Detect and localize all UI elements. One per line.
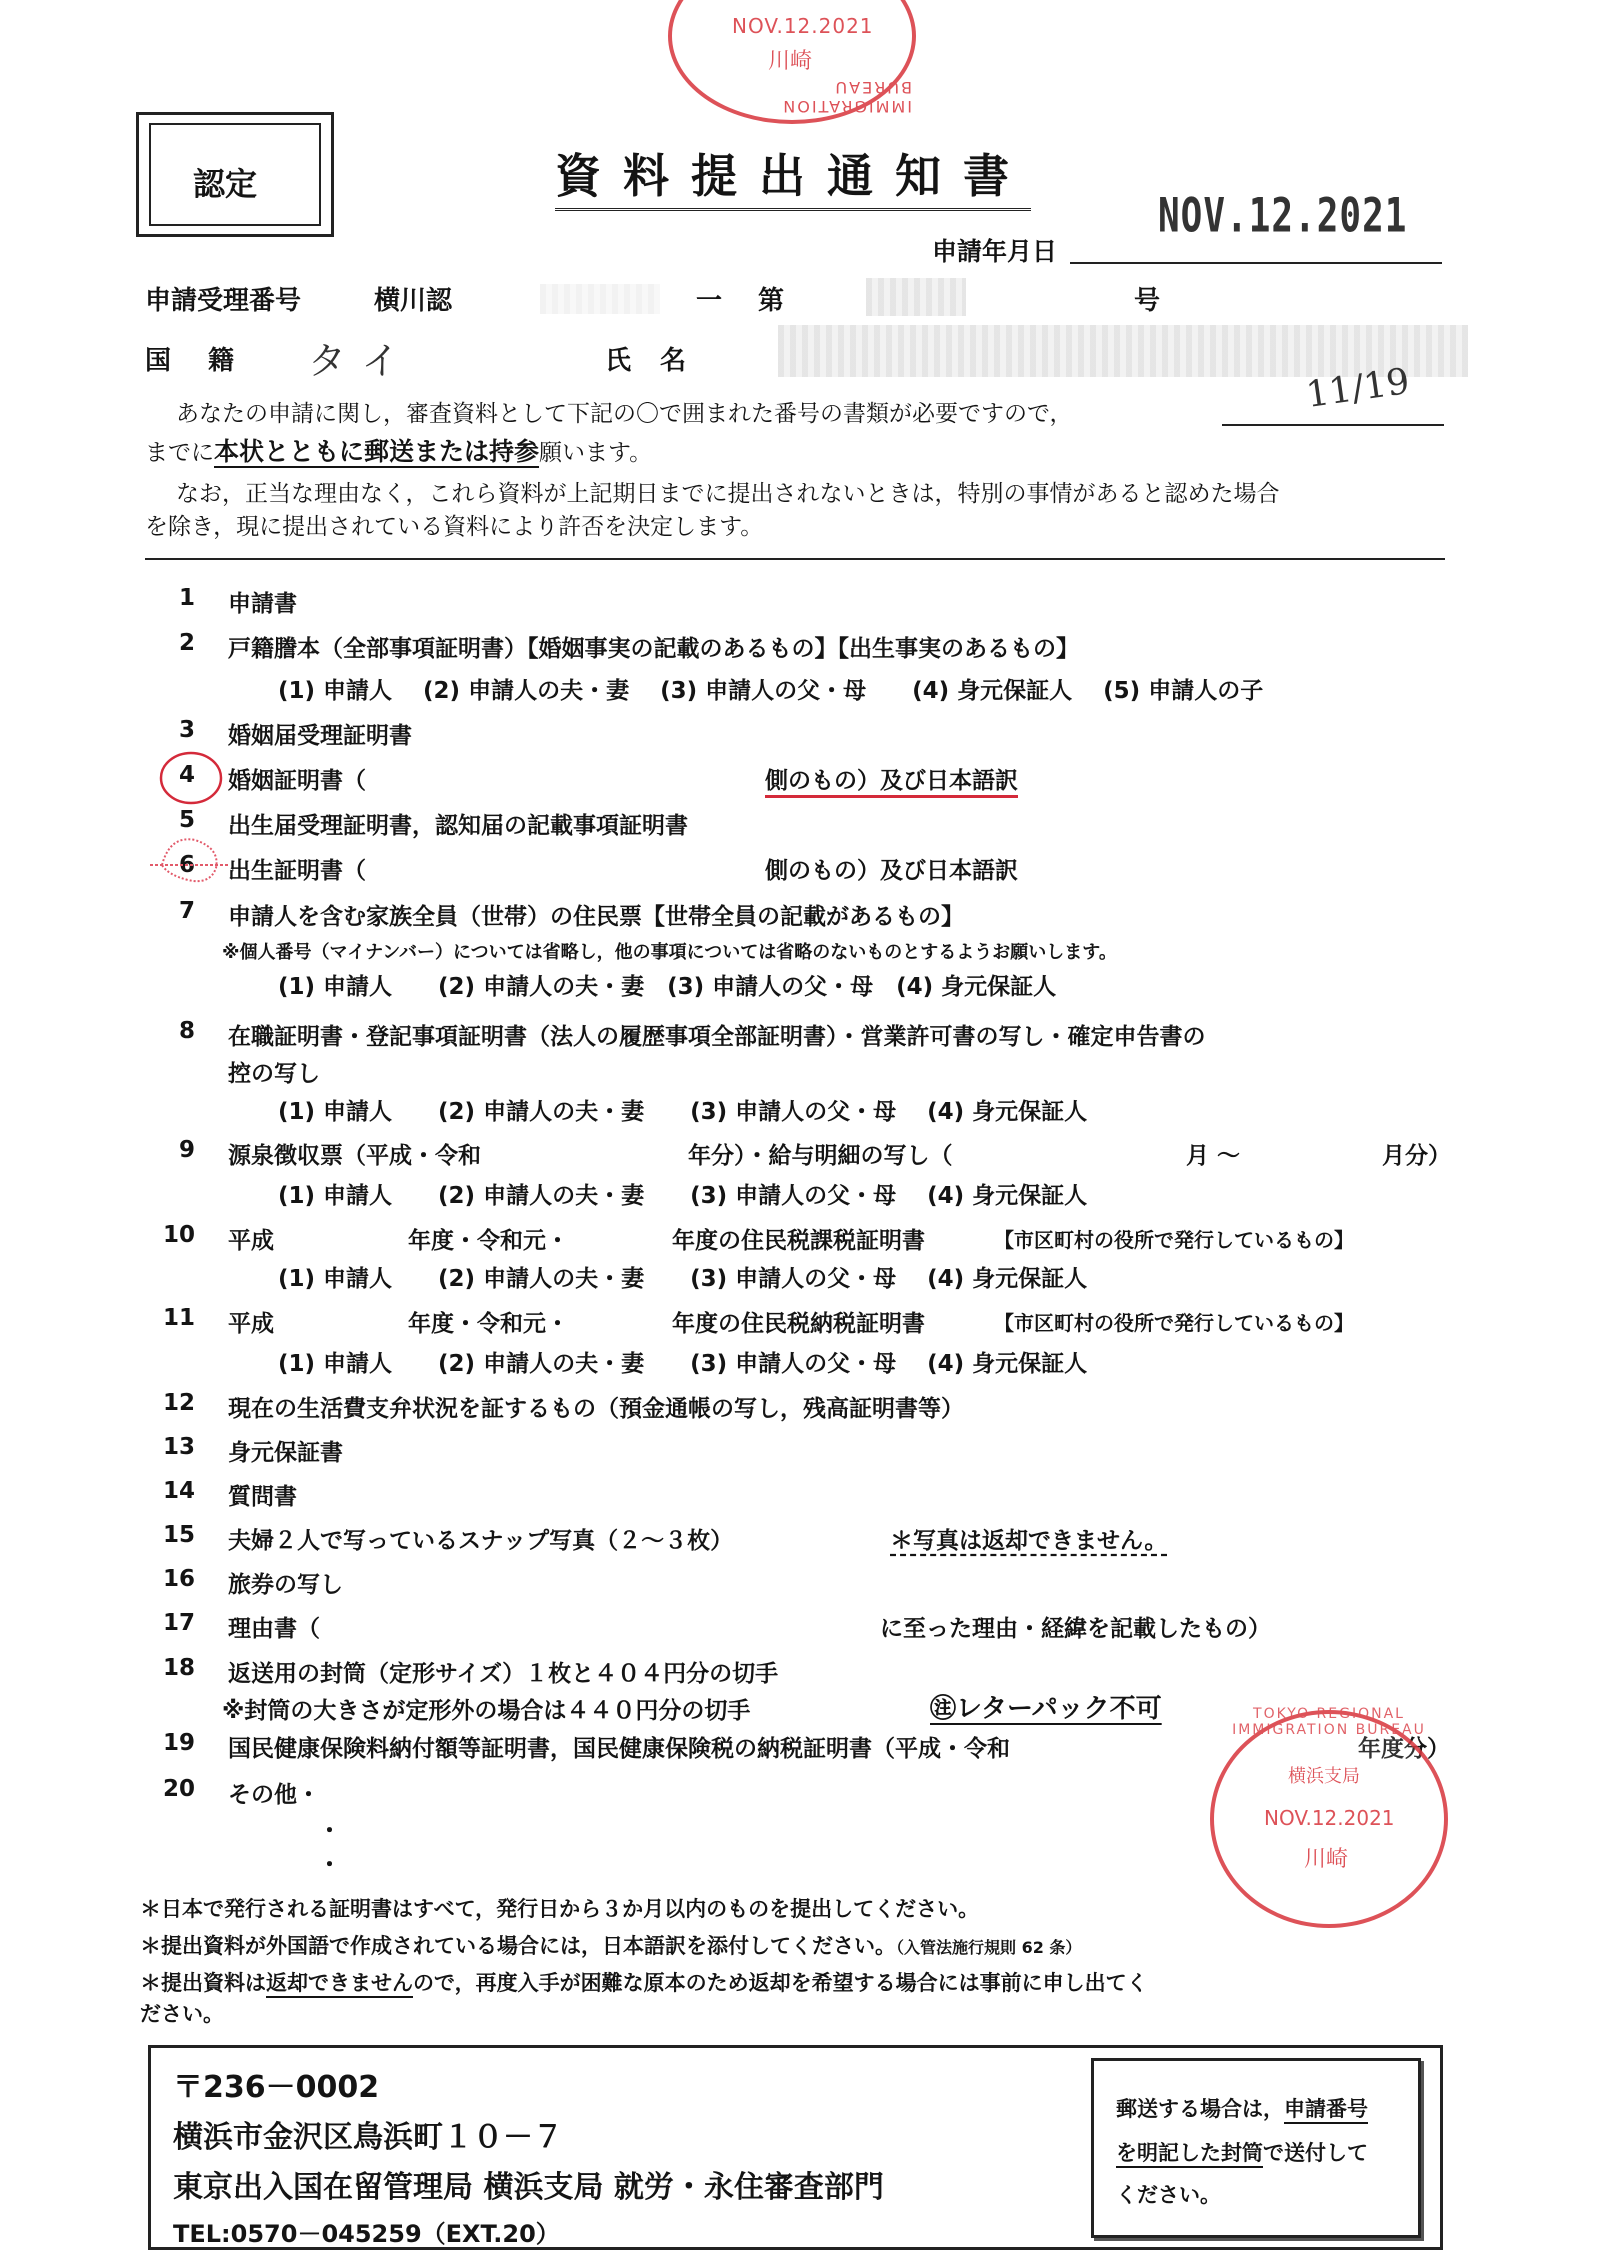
item-text: 在職証明書・登記事項証明書（法人の履歴事項全部証明書）・営業許可書の写し・確定申告書の xyxy=(228,1024,1206,1050)
red-marks xyxy=(150,740,260,890)
postal-code: 〒236－0002 xyxy=(173,2070,380,2105)
item-sub-options: (1) 申請人 (2) 申請人の夫・妻 (3) 申請人の父・母 (4) 身元保証人 xyxy=(278,1266,1088,1292)
item-text: 夫婦２人で写っているスナップ写真（２～３枚） xyxy=(228,1528,734,1554)
item-text-note: 【市区町村の役所で発行しているもの】 xyxy=(994,1311,1354,1335)
item-sub-options: (1) 申請人 (2) 申請人の夫・妻 (3) 申請人の父・母 (4) 身元保証人 xyxy=(278,1183,1088,1209)
item-number: 2 xyxy=(178,630,195,656)
receipt-dash: 一 xyxy=(696,286,723,316)
item-number: 9 xyxy=(178,1137,195,1163)
item-text: 出生届受理証明書，認知届の記載事項証明書 xyxy=(228,813,688,839)
item-text: 婚姻証明書（ xyxy=(228,768,366,794)
bottom-stamp-date: NOV.12.2021 xyxy=(1264,1806,1395,1830)
page-title: 資料提出通知書 xyxy=(555,140,1031,211)
item-number: 16 xyxy=(162,1566,195,1592)
bottom-stamp-bureau: TOKYO REGIONAL IMMIGRATION BUREAU xyxy=(1232,1706,1426,1738)
item-number: 1 xyxy=(178,585,195,611)
circle-mark-6 xyxy=(162,839,217,881)
mail-note-post: で送付して xyxy=(1263,2141,1368,2165)
receipt-go: 号 xyxy=(1134,286,1161,316)
receipt-number-label: 申請受理番号 xyxy=(145,286,302,316)
intro-line-2-emphasis: 本状とともに郵送または持参 xyxy=(214,437,540,466)
intro-line-3: なお，正当な理由なく，これら資料が上記期日までに提出されないときは，特別の事情があると認めた場合 xyxy=(176,481,1280,507)
footnote-3-line-2: ださい。 xyxy=(140,2002,224,2026)
top-stamp xyxy=(668,0,916,124)
item-number: 4 xyxy=(178,762,195,788)
item-number: 14 xyxy=(162,1478,195,1504)
mail-note-pre: 郵送する場合は， xyxy=(1116,2097,1284,2121)
item-number: 15 xyxy=(162,1522,195,1548)
item-number: 18 xyxy=(162,1655,195,1681)
item-text: 質問書 xyxy=(228,1484,297,1510)
item-text-note: 【市区町村の役所で発行しているもの】 xyxy=(994,1228,1354,1252)
item-text-suffix: 年度分） xyxy=(1358,1736,1450,1762)
item-text: 身元保証書 xyxy=(228,1440,343,1466)
nationality-value: タイ xyxy=(308,339,416,383)
item-number: 17 xyxy=(162,1610,195,1636)
item-text-heisei: 平成 xyxy=(228,1228,274,1254)
item-text: 戸籍謄本（全部事項証明書）【婚姻事実の記載のあるもの】【出生事実のあるもの】 xyxy=(228,636,1079,662)
item-bullet: ・ xyxy=(318,1818,341,1844)
item-note: ※封筒の大きさが定形外の場合は４４０円分の切手 xyxy=(222,1698,751,1724)
item-sub-options: (1) 申請人 (2) 申請人の夫・妻 (3) 申請人の父・母 (4) 身元保証人 xyxy=(278,974,1057,1000)
item-number: 12 xyxy=(162,1390,195,1416)
receipt-office: 横川認 xyxy=(374,286,453,316)
doc-type-box xyxy=(136,112,334,237)
footnote-2-ref: （入管法施行規則 62 条） xyxy=(896,1938,1082,1957)
application-date-value: NOV.12.2021 xyxy=(1158,189,1408,244)
item-number: 19 xyxy=(162,1730,195,1756)
item-sub-options: (1) 申請人 (2) 申請人の夫・妻 (3) 申請人の父・母 (4) 身元保証人 (5) 申請人の子 xyxy=(278,678,1264,704)
footnote-3 xyxy=(140,1967,1148,1997)
item-text-suffix: 側のもの）及び日本語訳 xyxy=(765,858,1018,884)
item-note-warning: ㊟レターパック不可 xyxy=(930,1694,1162,1724)
intro-line-2-pre: までに xyxy=(145,440,214,466)
item-number: 6 xyxy=(178,852,195,878)
footnote-2 xyxy=(140,1930,1081,1960)
item-text-month-to: 月分） xyxy=(1382,1143,1451,1169)
mail-note-box xyxy=(1091,2058,1421,2238)
item-text: 出生証明書（ xyxy=(228,858,366,884)
footnote-3-post: ので，再度入手が困難な原本のため返却を希望する場合には事前に申し出てく xyxy=(413,1971,1148,1995)
item-text-reiwa: 年度・令和元・ xyxy=(408,1311,569,1337)
item-text: 婚姻届受理証明書 xyxy=(228,723,412,749)
item-text: その他・ xyxy=(228,1782,320,1808)
item-number: 7 xyxy=(178,898,195,924)
footnote-3-pre: ＊提出資料は xyxy=(140,1971,266,1995)
bottom-stamp-office: 横浜支局 xyxy=(1288,1766,1360,1787)
footnote-1: ＊日本で発行される証明書はすべて，発行日から３か月以内のものを提出してください。 xyxy=(140,1897,980,1921)
top-stamp-bureau: IMMIGRATION BUREAU xyxy=(781,78,912,116)
item-text-reiwa: 年度・令和元・ xyxy=(408,1228,569,1254)
top-stamp-place: 川崎 xyxy=(768,49,813,74)
item-number: 5 xyxy=(178,807,195,833)
item-number: 13 xyxy=(162,1434,195,1460)
due-date: 11/19 xyxy=(1303,360,1413,417)
item-text-suffix: に至った理由・経緯を記載したもの） xyxy=(880,1616,1271,1642)
item-sub-options: (1) 申請人 (2) 申請人の夫・妻 (3) 申請人の父・母 (4) 身元保証人 xyxy=(278,1099,1088,1125)
intro-line-1: あなたの申請に関し，審査資料として下記の〇で囲まれた番号の書類が必要ですので， xyxy=(176,401,1073,427)
item-text-year: 年分）・給与明細の写し（ xyxy=(688,1143,953,1169)
nationality-label: 国 籍 xyxy=(145,346,249,376)
intro-line-2 xyxy=(145,432,652,468)
item-text: 年度の住民税納税証明書 xyxy=(672,1311,925,1337)
mail-note-line-1 xyxy=(1116,2093,1368,2123)
bottom-stamp xyxy=(1210,1706,1448,1928)
office-name: 東京出入国在留管理局 横浜支局 就労・永住審査部門 xyxy=(173,2170,884,2205)
receipt-dai: 第 xyxy=(758,286,785,316)
item-number: 20 xyxy=(162,1776,195,1802)
application-date-label: 申請年月日 xyxy=(932,237,1058,266)
item-text-month-from: 月 ～ xyxy=(1186,1143,1241,1169)
item-text-heisei: 平成 xyxy=(228,1311,274,1337)
item-bullet: ・ xyxy=(318,1852,341,1878)
item-text: 源泉徴収票（平成・令和 xyxy=(228,1143,481,1169)
telephone: TEL:0570－045259（EXT.20） xyxy=(173,2220,560,2248)
item-note: ＊写真は返却できません。 xyxy=(890,1528,1168,1554)
item-text: 申請書 xyxy=(228,591,297,617)
item-note: ※個人番号（マイナンバー）については省略し，他の事項については省略のないものとするようお願いします。 xyxy=(222,942,1117,963)
mail-note-line-2 xyxy=(1116,2137,1368,2167)
mail-note-line-3: ください。 xyxy=(1116,2183,1221,2207)
footnote-2-text: ＊提出資料が外国語で作成されている場合には，日本語訳を添付してください。 xyxy=(140,1934,896,1958)
item-number: 11 xyxy=(162,1305,195,1331)
item-number: 8 xyxy=(178,1018,195,1044)
item-text: 理由書（ xyxy=(228,1616,320,1642)
intro-line-4: を除き，現に提出されている資料により許否を決定します。 xyxy=(145,514,764,540)
mail-note-envelope: を明記した封筒 xyxy=(1116,2141,1263,2165)
item-text: 現在の生活費支弁状況を証するもの（預金通帳の写し，残高証明書等） xyxy=(228,1396,964,1422)
item-sub-options: (1) 申請人 (2) 申請人の夫・妻 (3) 申請人の父・母 (4) 身元保証人 xyxy=(278,1351,1088,1377)
street-address: 横浜市金沢区鳥浜町１０－７ xyxy=(173,2120,563,2155)
bottom-stamp-place: 川崎 xyxy=(1304,1847,1349,1872)
item-text: 旅券の写し xyxy=(228,1572,343,1598)
item-number: 3 xyxy=(178,717,195,743)
address-box xyxy=(148,2045,1443,2250)
redacted-field xyxy=(540,284,660,314)
item-text-suffix: 側のもの）及び日本語訳 xyxy=(765,762,1018,798)
item-number: 10 xyxy=(162,1222,195,1248)
footnote-3-emphasis: 返却できません xyxy=(266,1971,413,1995)
item-text: 年度の住民税課税証明書 xyxy=(672,1228,925,1254)
item-text-line-2: 控の写し xyxy=(228,1061,320,1087)
mail-note-application-number: 申請番号 xyxy=(1284,2097,1368,2121)
name-label: 氏 名 xyxy=(605,346,697,376)
doc-type-label: 認定 xyxy=(193,165,258,203)
item-text: 申請人を含む家族全員（世帯）の住民票【世帯全員の記載があるもの】 xyxy=(228,904,964,930)
redacted-number xyxy=(866,278,966,316)
divider xyxy=(145,558,1445,560)
circle-mark-4 xyxy=(161,753,221,803)
top-stamp-date: NOV.12.2021 xyxy=(732,14,874,38)
item-text: 国民健康保険料納付額等証明書，国民健康保険税の納税証明書（平成・令和 xyxy=(228,1736,1010,1762)
item-text: 返送用の封筒（定形サイズ）１枚と４０４円分の切手 xyxy=(228,1661,779,1687)
intro-line-2-post: 願います。 xyxy=(539,440,653,466)
